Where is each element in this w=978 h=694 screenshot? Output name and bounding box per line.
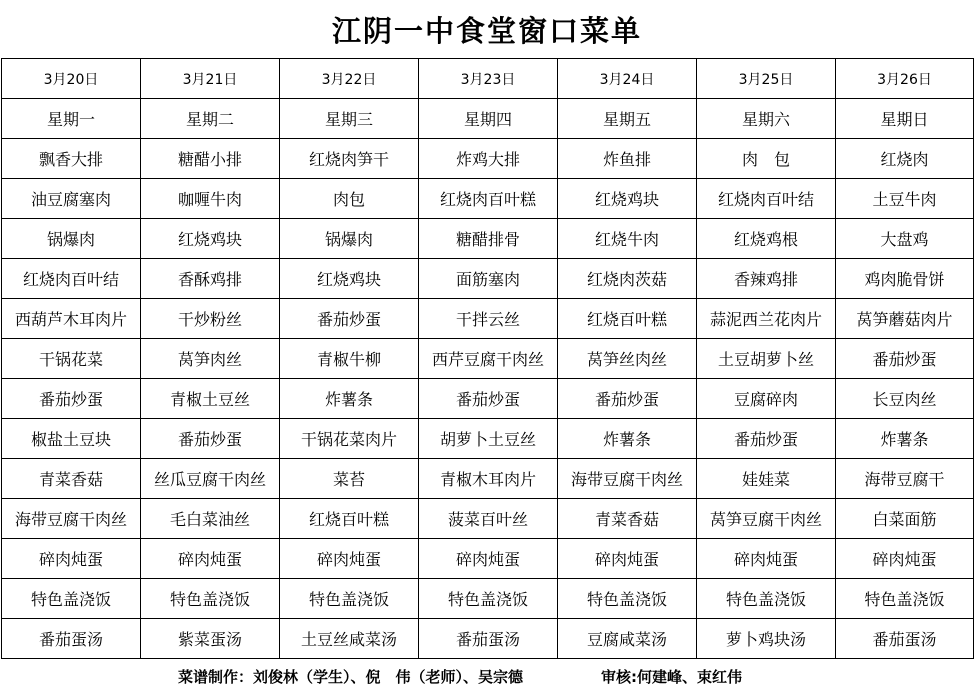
dish-cell: 椒盐土豆块 [2, 419, 141, 459]
dish-cell: 红烧肉茨菇 [558, 259, 697, 299]
dish-cell: 肉 包 [697, 139, 836, 179]
dish-cell: 炸鱼排 [558, 139, 697, 179]
dish-cell: 萝卜鸡块汤 [697, 619, 836, 659]
dish-row [2, 379, 974, 419]
dish-cell: 番茄炒蛋 [419, 379, 558, 419]
dish-cell: 红烧百叶糕 [280, 499, 419, 539]
dish-cell: 青菜香菇 [558, 499, 697, 539]
dish-row [2, 579, 974, 619]
dish-cell: 干拌云丝 [419, 299, 558, 339]
dish-cell: 青椒牛柳 [280, 339, 419, 379]
dish-cell: 炸薯条 [836, 419, 974, 459]
dish-cell: 菜苔 [280, 459, 419, 499]
dish-cell: 西芹豆腐干肉丝 [419, 339, 558, 379]
dish-cell: 番茄炒蛋 [836, 339, 974, 379]
date-cell: 3月22日 [280, 59, 419, 99]
dish-cell: 海带豆腐干肉丝 [2, 499, 141, 539]
dish-row [2, 219, 974, 259]
dish-row [2, 299, 974, 339]
dish-cell: 碎肉炖蛋 [558, 539, 697, 579]
dish-cell: 干锅花菜肉片 [280, 419, 419, 459]
dish-cell: 番茄蛋汤 [836, 619, 974, 659]
dish-cell: 豆腐咸菜汤 [558, 619, 697, 659]
dish-cell: 番茄炒蛋 [2, 379, 141, 419]
dish-cell: 锅爆肉 [2, 219, 141, 259]
dish-cell: 番茄炒蛋 [558, 379, 697, 419]
date-row [2, 59, 974, 99]
dish-cell: 香辣鸡排 [697, 259, 836, 299]
weekday-cell: 星期四 [419, 99, 558, 139]
dish-cell: 红烧肉百叶结 [2, 259, 141, 299]
dish-cell: 莴笋丝肉丝 [558, 339, 697, 379]
dish-cell: 土豆胡萝卜丝 [697, 339, 836, 379]
dish-cell: 红烧肉 [836, 139, 974, 179]
date-cell: 3月20日 [2, 59, 141, 99]
weekday-row [2, 99, 974, 139]
dish-cell: 胡萝卜土豆丝 [419, 419, 558, 459]
dish-cell: 特色盖浇饭 [2, 579, 141, 619]
dish-cell: 油豆腐塞肉 [2, 179, 141, 219]
dish-cell: 莴笋蘑菇肉片 [836, 299, 974, 339]
dish-cell: 红烧肉百叶糕 [419, 179, 558, 219]
dish-cell: 碎肉炖蛋 [419, 539, 558, 579]
dish-cell: 红烧鸡块 [141, 219, 280, 259]
dish-cell: 西葫芦木耳肉片 [2, 299, 141, 339]
dish-cell: 莴笋肉丝 [141, 339, 280, 379]
dish-row [2, 139, 974, 179]
dish-cell: 青菜香菇 [2, 459, 141, 499]
dish-row [2, 339, 974, 379]
dish-cell: 红烧肉百叶结 [697, 179, 836, 219]
dish-cell: 番茄炒蛋 [280, 299, 419, 339]
dish-cell: 特色盖浇饭 [419, 579, 558, 619]
credit-text: 菜谱制作：刘俊林（学生）、倪 伟（老师）、吴宗德 [178, 667, 524, 686]
dish-cell: 海带豆腐干肉丝 [558, 459, 697, 499]
weekday-cell: 星期日 [836, 99, 974, 139]
dish-cell: 土豆牛肉 [836, 179, 974, 219]
date-cell: 3月25日 [697, 59, 836, 99]
dish-cell: 土豆丝咸菜汤 [280, 619, 419, 659]
dish-cell: 飘香大排 [2, 139, 141, 179]
dish-cell: 碎肉炖蛋 [697, 539, 836, 579]
dish-row [2, 619, 974, 659]
dish-row [2, 499, 974, 539]
dish-cell: 红烧鸡块 [280, 259, 419, 299]
dish-cell: 锅爆肉 [280, 219, 419, 259]
dish-row [2, 419, 974, 459]
dish-cell: 青椒木耳肉片 [419, 459, 558, 499]
dish-cell: 蒜泥西兰花肉片 [697, 299, 836, 339]
dish-cell: 咖喱牛肉 [141, 179, 280, 219]
menu-title: 江阴一中食堂窗口菜单 [331, 13, 642, 48]
weekday-cell: 星期一 [2, 99, 141, 139]
dish-cell: 番茄蛋汤 [419, 619, 558, 659]
dish-cell: 青椒土豆丝 [141, 379, 280, 419]
dish-cell: 长豆肉丝 [836, 379, 974, 419]
dish-row [2, 459, 974, 499]
dish-cell: 白菜面筋 [836, 499, 974, 539]
dish-cell: 干锅花菜 [2, 339, 141, 379]
dish-cell: 大盘鸡 [836, 219, 974, 259]
dish-cell: 紫菜蛋汤 [141, 619, 280, 659]
dish-cell: 特色盖浇饭 [558, 579, 697, 619]
dish-cell: 碎肉炖蛋 [2, 539, 141, 579]
dish-cell: 香酥鸡排 [141, 259, 280, 299]
dish-cell: 丝瓜豆腐干肉丝 [141, 459, 280, 499]
menu-table [1, 58, 974, 659]
dish-row [2, 179, 974, 219]
dish-cell: 特色盖浇饭 [697, 579, 836, 619]
dish-cell: 炸薯条 [558, 419, 697, 459]
dish-cell: 娃娃菜 [697, 459, 836, 499]
menu-footer [1, 658, 973, 694]
dish-cell: 碎肉炖蛋 [141, 539, 280, 579]
dish-cell: 豆腐碎肉 [697, 379, 836, 419]
weekday-cell: 星期三 [280, 99, 419, 139]
date-cell: 3月23日 [419, 59, 558, 99]
dish-cell: 特色盖浇饭 [141, 579, 280, 619]
dish-cell: 红烧鸡块 [558, 179, 697, 219]
weekday-cell: 星期五 [558, 99, 697, 139]
dish-cell: 炸薯条 [280, 379, 419, 419]
dish-cell: 糖醋排骨 [419, 219, 558, 259]
dish-cell: 红烧肉笋干 [280, 139, 419, 179]
dish-cell: 海带豆腐干 [836, 459, 974, 499]
dish-cell: 红烧鸡根 [697, 219, 836, 259]
dish-row [2, 259, 974, 299]
dish-cell: 炸鸡大排 [419, 139, 558, 179]
dish-cell: 红烧百叶糕 [558, 299, 697, 339]
dish-cell: 莴笋豆腐干肉丝 [697, 499, 836, 539]
dish-cell: 碎肉炖蛋 [836, 539, 974, 579]
dish-cell: 番茄蛋汤 [2, 619, 141, 659]
dish-cell: 肉包 [280, 179, 419, 219]
dish-cell: 菠菜百叶丝 [419, 499, 558, 539]
dish-cell: 红烧牛肉 [558, 219, 697, 259]
dish-row [2, 539, 974, 579]
review-text: 审核:何建峰、束红伟 [601, 667, 743, 686]
date-cell: 3月21日 [141, 59, 280, 99]
dish-cell: 碎肉炖蛋 [280, 539, 419, 579]
dish-cell: 特色盖浇饭 [280, 579, 419, 619]
dish-cell: 鸡肉脆骨饼 [836, 259, 974, 299]
date-cell: 3月26日 [836, 59, 974, 99]
dish-cell: 番茄炒蛋 [697, 419, 836, 459]
dish-cell: 番茄炒蛋 [141, 419, 280, 459]
weekday-cell: 星期六 [697, 99, 836, 139]
date-cell: 3月24日 [558, 59, 697, 99]
dish-cell: 糖醋小排 [141, 139, 280, 179]
dish-cell: 面筋塞肉 [419, 259, 558, 299]
dish-cell: 毛白菜油丝 [141, 499, 280, 539]
dish-cell: 干炒粉丝 [141, 299, 280, 339]
dish-cell: 特色盖浇饭 [836, 579, 974, 619]
weekday-cell: 星期二 [141, 99, 280, 139]
